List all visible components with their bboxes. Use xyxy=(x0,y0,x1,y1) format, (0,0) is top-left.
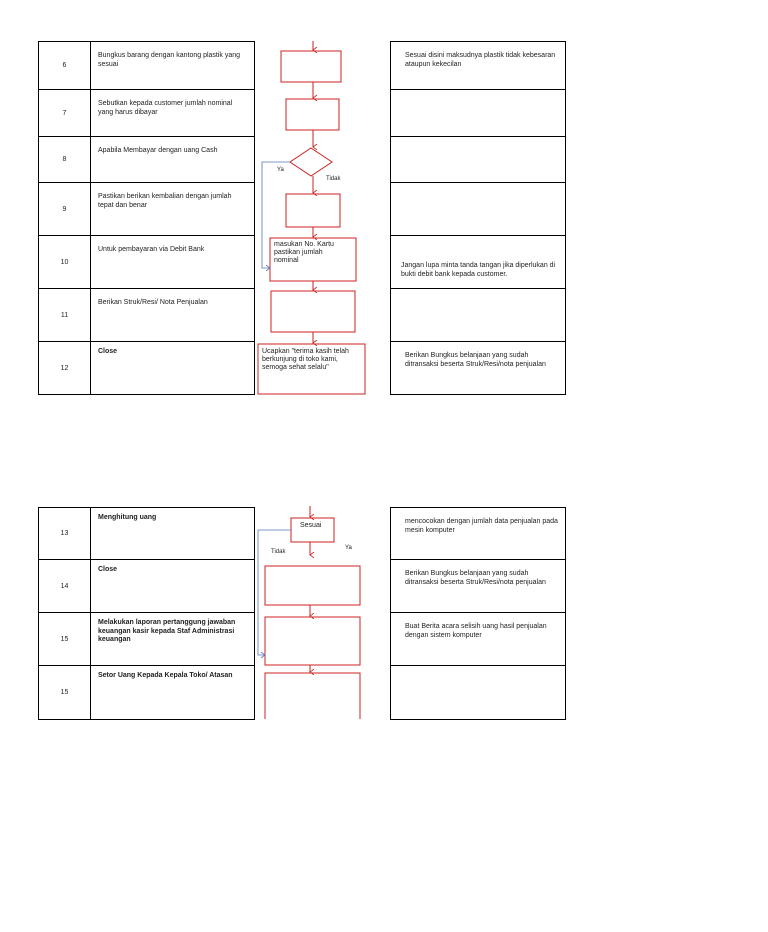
step-description: Sebutkan kepada customer jumlah nominal yang harus dibayar xyxy=(91,90,255,137)
note-cell: Berikan Bungkus belanjaan yang sudah ditransaksi beserta Struk/Resi/nota penjualan xyxy=(391,342,566,395)
step-number: 8 xyxy=(39,137,91,183)
note-cell: Buat Berita acara selisih uang hasil penjualan dengan sistem komputer xyxy=(391,613,566,666)
yes-label: Ya xyxy=(345,545,352,551)
process-box xyxy=(265,566,360,605)
process-box xyxy=(265,617,360,665)
step-description: Close xyxy=(91,342,255,395)
close-box-text: Ucapkan "terima kasih telah berkunjung di toko kami, semoga sehat selalu" xyxy=(262,348,349,371)
step-number: 10 xyxy=(39,236,91,289)
no-label: Tidak xyxy=(326,176,341,182)
process-box xyxy=(281,51,341,82)
step-description: Close xyxy=(91,560,255,613)
step-number: 15 xyxy=(39,666,91,720)
step-number: 12 xyxy=(39,342,91,395)
step-description: Menghitung uang xyxy=(91,508,255,560)
process-box xyxy=(265,673,360,719)
note-cell: mencocokan dengan jumlah data penjualan pada mesin komputer xyxy=(391,508,566,560)
debit-box-text: masukan No. Kartu pastikan jumlah nominal xyxy=(274,241,334,264)
step-description: Bungkus barang dengan kantong plastik yang sesuai xyxy=(91,42,255,90)
step-number: 7 xyxy=(39,90,91,137)
step-description: Berikan Struk/Resi/ Nota Penjualan xyxy=(91,289,255,342)
step-description: Apabila Membayar dengan uang Cash xyxy=(91,137,255,183)
process-box xyxy=(286,194,340,227)
step-description: Melakukan laporan pertanggung jawaban keuangan kasir kepada Staf Administrasi keuangan xyxy=(91,613,255,666)
step-number: 11 xyxy=(39,289,91,342)
step-number: 15 xyxy=(39,613,91,666)
step-number: 6 xyxy=(39,42,91,90)
step-description: Setor Uang Kepada Kepala Toko/ Atasan xyxy=(91,666,255,720)
step-description: Untuk pembayaran via Debit Bank xyxy=(91,236,255,289)
step-number: 13 xyxy=(39,508,91,560)
yes-label: Ya xyxy=(277,167,284,173)
note-cell: Sesuai disini maksudnya plastik tidak kebesaran ataupun kekecilan xyxy=(391,42,566,90)
sesuai-box-text: Sesuai xyxy=(300,522,322,529)
note-cell: Berikan Bungkus belanjaan yang sudah ditransaksi beserta Struk/Resi/nota penjualan xyxy=(391,560,566,613)
step-number: 14 xyxy=(39,560,91,613)
process-box xyxy=(271,291,355,332)
process-box xyxy=(286,99,339,130)
step-number: 9 xyxy=(39,183,91,236)
no-label: Tidak xyxy=(271,549,286,555)
decision-diamond xyxy=(290,148,332,176)
step-description: Pastikan berikan kembalian dengan jumlah tepat dan benar xyxy=(91,183,255,236)
note-cell: Jangan lupa minta tanda tangan jika diperlukan di bukti debit bank kepada customer. xyxy=(391,236,566,289)
